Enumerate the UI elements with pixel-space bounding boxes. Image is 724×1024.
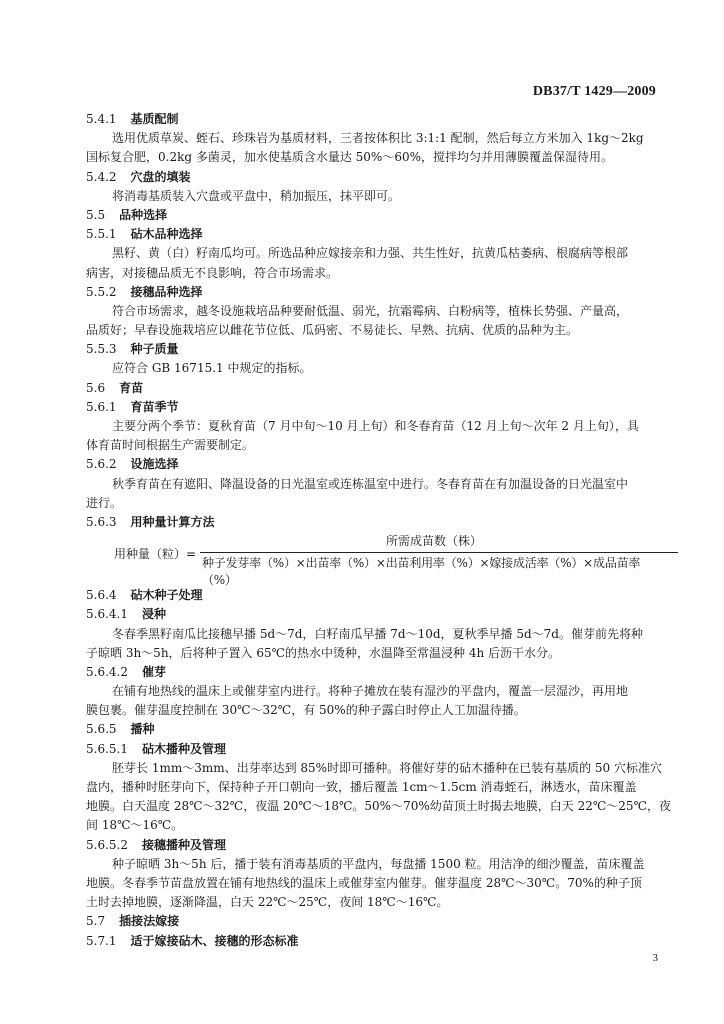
section-heading bbox=[86, 663, 656, 682]
section-number: 5.5 bbox=[86, 207, 106, 222]
section-title: 适于嫁接砧木、接穗的形态标准 bbox=[130, 933, 299, 948]
section-number: 5.6.4.1 bbox=[86, 607, 128, 622]
section-number: 5.6.2 bbox=[86, 457, 117, 472]
section-title: 接穗品种选择 bbox=[130, 284, 203, 299]
formula-lhs: 用种量（粒）= bbox=[114, 547, 197, 562]
paragraph-line: 秋季育苗在有遮阳、降温设备的日光温室或连栋温室中进行。冬春育苗在有加温设备的日光温室中 bbox=[112, 476, 629, 491]
section-title: 播种 bbox=[130, 722, 155, 737]
section-number: 5.6 bbox=[86, 380, 106, 395]
paragraph-line: 进行。 bbox=[86, 495, 123, 510]
section-title: 穴盘的填装 bbox=[130, 169, 191, 184]
fraction-bar bbox=[200, 552, 678, 553]
section-number: 5.6.4.2 bbox=[86, 664, 128, 679]
formula-numerator: 所需成苗数（株） bbox=[386, 534, 483, 549]
section-number: 5.5.3 bbox=[86, 342, 117, 357]
paragraph-line: 间 18℃～16℃。 bbox=[86, 818, 184, 833]
section-heading bbox=[86, 340, 656, 359]
paragraph-line: 种子晾晒 3h～5h 后，播于装有消毒基质的平盘内，每盘播 1500 粒。用洁净的细沙覆盖，苗床覆盖 bbox=[112, 856, 645, 871]
section-title: 品种选择 bbox=[119, 207, 168, 222]
section-title: 育苗 bbox=[119, 380, 144, 395]
section-heading bbox=[86, 586, 656, 605]
section-heading bbox=[86, 379, 656, 398]
section-title: 用种量计算方法 bbox=[130, 514, 215, 529]
section-title: 基质配制 bbox=[130, 112, 179, 126]
paragraph-line: 胚芽长 1mm～3mm、出芽率达到 85%时即可播种。将催好芽的砧木播种在已装有基质的 50 穴标准穴 bbox=[112, 760, 662, 775]
paragraph-line: 品质好；早春设施栽培应以雌花节位低、瓜码密、不易徒长、早熟、抗病、优质的品种为主。 bbox=[86, 323, 579, 338]
section-heading bbox=[86, 110, 656, 129]
paragraph-line: 冬春季黑籽南瓜比接穗早播 5d～7d，白籽南瓜早播 7d～10d，夏秋季早播 5d～7d。催芽前先将种 bbox=[112, 626, 643, 641]
paragraph-line: 将消毒基质装入穴盘或平盘中，稍加振压，抹平即可。 bbox=[112, 188, 401, 203]
section-title: 砧木播种及管理 bbox=[141, 741, 226, 756]
seed-quantity-formula bbox=[86, 532, 656, 588]
paragraph-line: 国标复合肥，0.2kg 多菌灵，加水使基质含水量达 50%～60%，搅拌均匀并用薄膜覆盖保湿待用。 bbox=[86, 150, 614, 165]
paragraph-line: 盘内，播种时胚芽向下，保持种子开口朝向一致，播后覆盖 1cm～1.5cm 消毒蛭石，淋透水，苗床覆盖 bbox=[86, 780, 637, 794]
section-title: 浸种 bbox=[141, 607, 166, 622]
section-number: 5.5.2 bbox=[86, 284, 117, 299]
section-number: 5.5.1 bbox=[86, 227, 117, 242]
paragraph-line: 主要分两个季节：夏秋育苗（7 月中旬～10 月上旬）和冬春育苗（12 月上旬～次年 2 月上旬），具 bbox=[112, 419, 639, 433]
section-number: 5.6.5 bbox=[86, 722, 117, 737]
paragraph-line: 选用优质草炭、蛭石、珍珠岩为基质材料，三者按体积比 3:1:1 配制，然后每立方米加入 1kg～2kg bbox=[112, 131, 644, 146]
paragraph-line: 在铺有地热线的温床上或催芽室内进行。将种子摊放在装有湿沙的平盘内，覆盖一层湿沙，再用地 bbox=[112, 684, 629, 699]
formula-denominator: 种子发芽率（%）×出苗率（%）×出苗利用率（%）×嫁接成活率（%）×成品苗率（%） bbox=[202, 556, 641, 588]
paragraph-line: 子晾晒 3h～5h，后将种子置入 65℃的热水中烫种，水温降至常温浸种 4h 后沥干水分。 bbox=[86, 645, 561, 660]
paragraph-line: 应符合 GB 16715.1 中规定的指标。 bbox=[112, 361, 312, 376]
section-title: 砧木种子处理 bbox=[130, 588, 203, 603]
section-number: 5.6.4 bbox=[86, 588, 117, 603]
section-title: 接穗播种及管理 bbox=[141, 837, 226, 852]
section-number: 5.7.1 bbox=[86, 933, 117, 948]
section-heading bbox=[86, 283, 656, 302]
paragraph-line: 黑籽、黄（白）籽南瓜均可。所选品种应嫁接亲和力强、共生性好，抗黄瓜枯萎病、根腐病等根部 bbox=[112, 246, 629, 261]
paragraph-line: 土时去掉地膜，逐渐降温，白天 22℃～25℃，夜间 18℃～16℃。 bbox=[86, 895, 449, 910]
paragraph-line: 体育苗时间根据生产需要制定。 bbox=[86, 438, 255, 453]
section-title: 催芽 bbox=[141, 664, 166, 679]
page-number: 3 bbox=[652, 952, 658, 964]
section-heading bbox=[86, 720, 656, 739]
section-title: 插接法嫁接 bbox=[119, 914, 180, 929]
paragraph-line: 地膜。冬春季节苗盘放置在铺有地热线的温床上或催芽室内催芽。催芽温度 28℃～30℃。70%的种子顶 bbox=[86, 875, 642, 890]
section-number: 5.6.5.2 bbox=[86, 837, 128, 852]
paragraph-line: 符合市场需求，越冬设施栽培品种要耐低温、弱光，抗霜霉病、白粉病等，植株长势强、产量高， bbox=[112, 303, 629, 318]
section-title: 种子质量 bbox=[130, 342, 179, 357]
section-heading bbox=[86, 836, 656, 855]
section-heading bbox=[86, 605, 656, 624]
paragraph-line: 地膜。白天温度 28℃～32℃，夜温 20℃～18℃。50%～70%幼苗顶土时揭去地膜，白天 22℃～25℃，夜 bbox=[86, 799, 671, 814]
section-heading bbox=[86, 455, 656, 474]
section-heading bbox=[86, 932, 656, 951]
section-number: 5.6.5.1 bbox=[86, 741, 128, 756]
section-number: 5.7 bbox=[86, 914, 106, 929]
section-heading bbox=[86, 398, 656, 417]
section-title: 设施选择 bbox=[130, 457, 179, 472]
section-number: 5.6.3 bbox=[86, 514, 117, 529]
section-heading bbox=[86, 740, 656, 759]
section-heading bbox=[86, 225, 656, 244]
section-number: 5.4.1 bbox=[86, 112, 117, 126]
section-number: 5.6.1 bbox=[86, 399, 117, 414]
section-title: 育苗季节 bbox=[130, 399, 179, 414]
section-heading bbox=[86, 206, 656, 225]
document-body bbox=[86, 110, 671, 951]
paragraph-line: 病害，对接穗品质无不良影响，符合市场需求。 bbox=[86, 265, 339, 280]
paragraph-line: 膜包裹。催芽温度控制在 30℃～32℃，有 50%的种子露白时停止人工加温待播。 bbox=[86, 703, 526, 718]
section-heading bbox=[86, 168, 656, 187]
section-heading bbox=[86, 513, 656, 532]
section-heading bbox=[86, 912, 656, 931]
section-number: 5.4.2 bbox=[86, 169, 117, 184]
document-code: DB37/T 1429—2009 bbox=[532, 84, 656, 99]
section-title: 砧木品种选择 bbox=[130, 227, 203, 242]
